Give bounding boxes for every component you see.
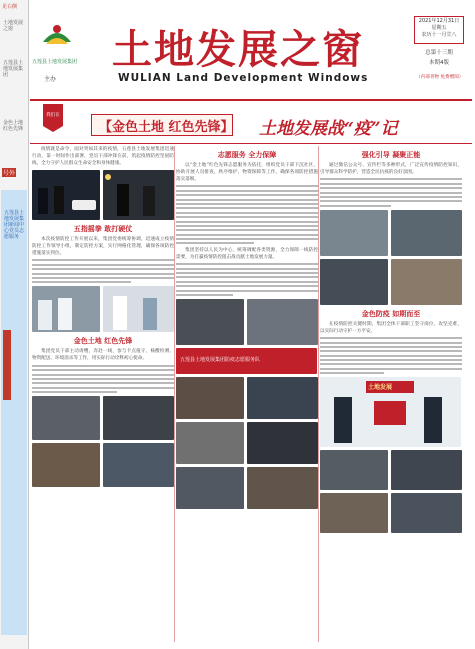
col1-intro: 疫情就是命令，面对突如其来的疫情，五莲县土地发展集团迅速行动，第一时间作出部署，党员干部冲锋在前，筑起疫情防控坚固防线，全力守护人民群众生命安全和身体健康。 (32, 147, 174, 166)
sidebar-red-stripe (3, 330, 11, 400)
field-photo-3 (176, 422, 244, 464)
col2-paragraph-2: 集团坚持以人民为中心，统筹调配各类资源，全力保障一线防控需要，为打赢疫情防控阻击战贡献土地发展力量。 (176, 247, 318, 260)
issue-lunar: 农历十一月廿八 (421, 32, 457, 38)
left-sidebar (0, 0, 29, 649)
issue-total: 总第十三期 (425, 50, 453, 56)
publicity-photo-3 (320, 259, 388, 305)
disinfection-photo-2 (247, 299, 318, 345)
sidebar-column-c: 金色土地红色先锋 (3, 120, 24, 132)
sidebar-top-label: 见右侧 (2, 4, 18, 10)
column-1 (32, 146, 174, 642)
masthead (30, 8, 470, 100)
team-banner-caption: 五莲县土地发展集团防疫志愿服务队 (180, 356, 261, 363)
issue-date: 2021年12月31日 (418, 18, 460, 24)
sidebar-column-b: 五莲县土地发展集团 (3, 60, 24, 78)
staff-photo-3 (320, 493, 388, 533)
col3-heading-2: 金色防疫 如期而至 (361, 309, 421, 318)
publicity-photo-2 (391, 210, 462, 256)
field-photo-6 (247, 467, 318, 509)
group-photo-2 (103, 396, 174, 440)
feature-banner (31, 104, 471, 142)
issue-internal: （内部刊物 免费赠阅） (416, 75, 464, 80)
staff-photo-1 (320, 450, 388, 490)
group-photo-1 (32, 396, 100, 440)
staff-photo-2 (391, 450, 462, 490)
masthead-title: 土地发展之窗 (112, 26, 364, 73)
group-photo-4 (103, 443, 174, 487)
col1-paragraph-1: 本次疫情防控工作开展以来，集团党委统筹协调，迅速成立疫情防控工作领导小组，制定防控方案，实行网格化管理，确保各项防控措施落实到位。 (32, 237, 174, 256)
ribbon-badge-text: 我们在 (46, 113, 60, 118)
col3-paragraph-2: 在疫情防控关键时期，集团全体干部职工坚守岗位，攻坚克难，以实际行动守护一方平安。 (320, 321, 462, 334)
publicity-photo-4 (391, 259, 462, 305)
masthead-section: 主办 (44, 76, 57, 83)
volunteer-photo-2 (103, 286, 174, 332)
column-separator-1 (174, 146, 175, 642)
col1-paragraph-2: 集团党员干部主动请缨，奔赴一线，参与卡点值守、核酸检测、物资配送、环境消杀等工作，用实际行动诠释初心使命。 (32, 349, 174, 362)
field-photo-4 (247, 422, 318, 464)
column-2 (176, 146, 318, 642)
issue-date-box (414, 16, 464, 44)
column-3 (320, 146, 462, 642)
masthead-subtitle: WULIAN Land Development Windows (118, 72, 369, 84)
sidebar-blue-panel (1, 190, 27, 635)
issue-number: 本期4版 (429, 60, 449, 66)
sidebar-blue-text: 五莲县土地发展集团新闻中心党员志愿服务 (4, 210, 25, 240)
sidebar-column-a: 土地发展之窗 (3, 20, 24, 32)
banner-rule (30, 143, 472, 144)
company-logo-icon (40, 20, 74, 50)
award-sign-text: 土地发展 (368, 384, 393, 392)
col3-paragraph-1: 通过微信公众号、宣传栏等多种形式，广泛宣传疫情防控知识，引导群众科学防护，营造全民抗疫的良好氛围。 (320, 163, 462, 175)
column-separator-2 (318, 146, 319, 642)
logo-caption: 五莲县土地发展集团 (32, 59, 78, 65)
night-patrol-photo (103, 170, 174, 220)
ribbon-badge-icon (41, 104, 65, 132)
volunteer-photo-1 (32, 286, 100, 332)
col3-heading-1: 强化引导 凝聚正能 (361, 151, 421, 159)
publicity-photo-1 (320, 210, 388, 256)
staff-photo-4 (391, 493, 462, 533)
sidebar-badge: 号外 (3, 170, 16, 177)
masthead-rule (30, 99, 472, 101)
banner-left-title: 【金色土地 红色先锋】 (99, 120, 234, 135)
issue-weekday: 星期五 (431, 25, 447, 31)
group-photo-3 (32, 443, 100, 487)
award-photo (320, 377, 461, 447)
field-photo-5 (176, 467, 244, 509)
col1-heading-1: 五指摇拳 敢打硬仗 (73, 225, 133, 233)
col2-heading-1: 志愿服务 全力保障 (217, 151, 277, 159)
night-checkpoint-photo (32, 170, 100, 220)
col2-paragraph-1: 以“金土地”红色先锋志愿服务为依托，组织党员干部下沉社区，协助开展人员排查、秩序维护、物资保障等工作，确保各项防控措施落实落细。 (176, 163, 318, 182)
banner-right-title: 土地发展战“疫”记 (259, 119, 398, 139)
col1-heading-2: 金色土地 红色先锋 (73, 337, 133, 346)
field-photo-2 (247, 377, 318, 419)
team-banner-photo (176, 348, 317, 374)
field-photo-1 (176, 377, 244, 419)
disinfection-photo-1 (176, 299, 244, 345)
